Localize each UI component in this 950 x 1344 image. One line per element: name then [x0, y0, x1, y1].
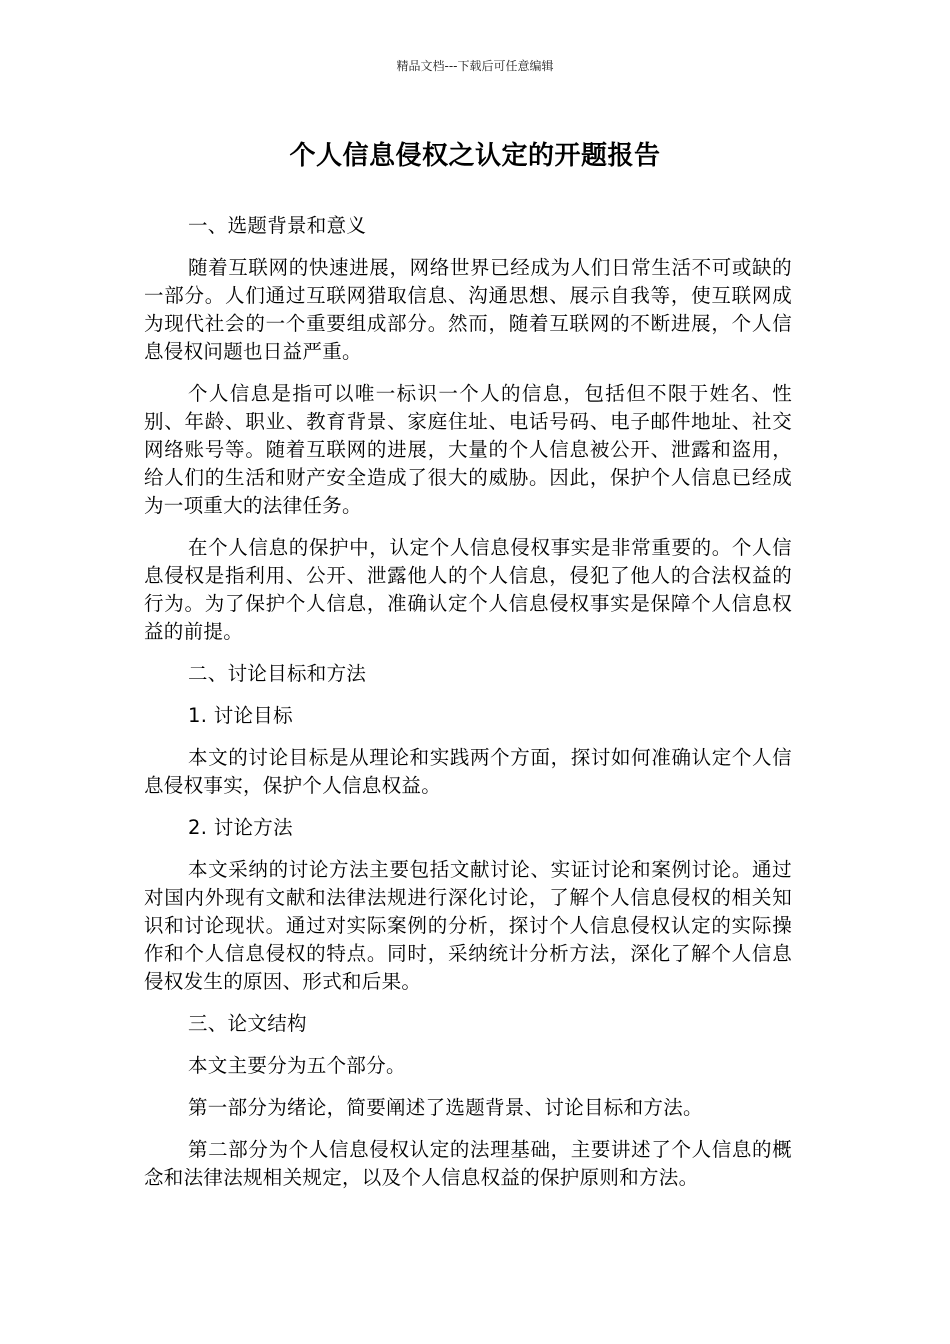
paragraph-goals: 本文的讨论目标是从理论和实践两个方面，探讨如何准确认定个人信息侵权事实，保护个人信息权益。 — [144, 746, 792, 797]
document-title: 个人信息侵权之认定的开题报告 — [289, 141, 661, 171]
subheading-goals: 1. 讨论目标 — [188, 704, 293, 727]
paragraph-infringement-importance: 在个人信息的保护中，认定个人信息侵权事实是非常重要的。个人信息侵权是指利用、公开、泄露他人的个人信息，侵犯了他人的合法权益的行为。为了保护个人信息，准确认定个人信息侵权事实是保障个人信息权益的前提。 — [144, 536, 792, 643]
page-header: 精品文档---下载后可任意编辑 — [396, 59, 554, 73]
section-heading-background: 一、选题背景和意义 — [188, 214, 367, 237]
subheading-methods: 2. 讨论方法 — [188, 816, 293, 839]
document-body — [144, 212, 792, 1206]
paragraph-methods: 本文采纳的讨论方法主要包括文献讨论、实证讨论和案例讨论。通过对国内外现有文献和法律法规进行深化讨论，了解个人信息侵权的相关知识和讨论现状。通过对实际案例的分析，探讨个人信息侵权认定的实际操作和个人信息侵权的特点。同时，采纳统计分析方法，深化了解个人信息侵权发生的原因、形式和后果。 — [144, 858, 792, 993]
paragraph-structure-intro: 本文主要分为五个部分。 — [188, 1054, 406, 1077]
section-heading-goals-methods: 二、讨论目标和方法 — [188, 662, 367, 685]
section-heading-structure: 三、论文结构 — [188, 1012, 307, 1035]
paragraph-personal-info-definition: 个人信息是指可以唯一标识一个人的信息，包括但不限于姓名、性别、年龄、职业、教育背景、家庭住址、电话号码、电子邮件地址、社交网络账号等。随着互联网的进展，大量的个人信息被公开、泄露和盗用，给人们的生活和财产安全造成了很大的威胁。因此，保护个人信息已经成为一项重大的法律任务。 — [144, 382, 792, 517]
paragraph-part-one: 第一部分为绪论，简要阐述了选题背景、讨论目标和方法。 — [188, 1096, 703, 1119]
paragraph-part-two: 第二部分为个人信息侵权认定的法理基础，主要讲述了个人信息的概念和法律法规相关规定，以及个人信息权益的保护原则和方法。 — [144, 1138, 792, 1189]
paragraph-internet-development: 随着互联网的快速进展，网络世界已经成为人们日常生活不可或缺的一部分。人们通过互联网猎取信息、沟通思想、展示自我等，使互联网成为现代社会的一个重要组成部分。然而，随着互联网的不断进展，个人信息侵权问题也日益严重。 — [144, 256, 792, 363]
